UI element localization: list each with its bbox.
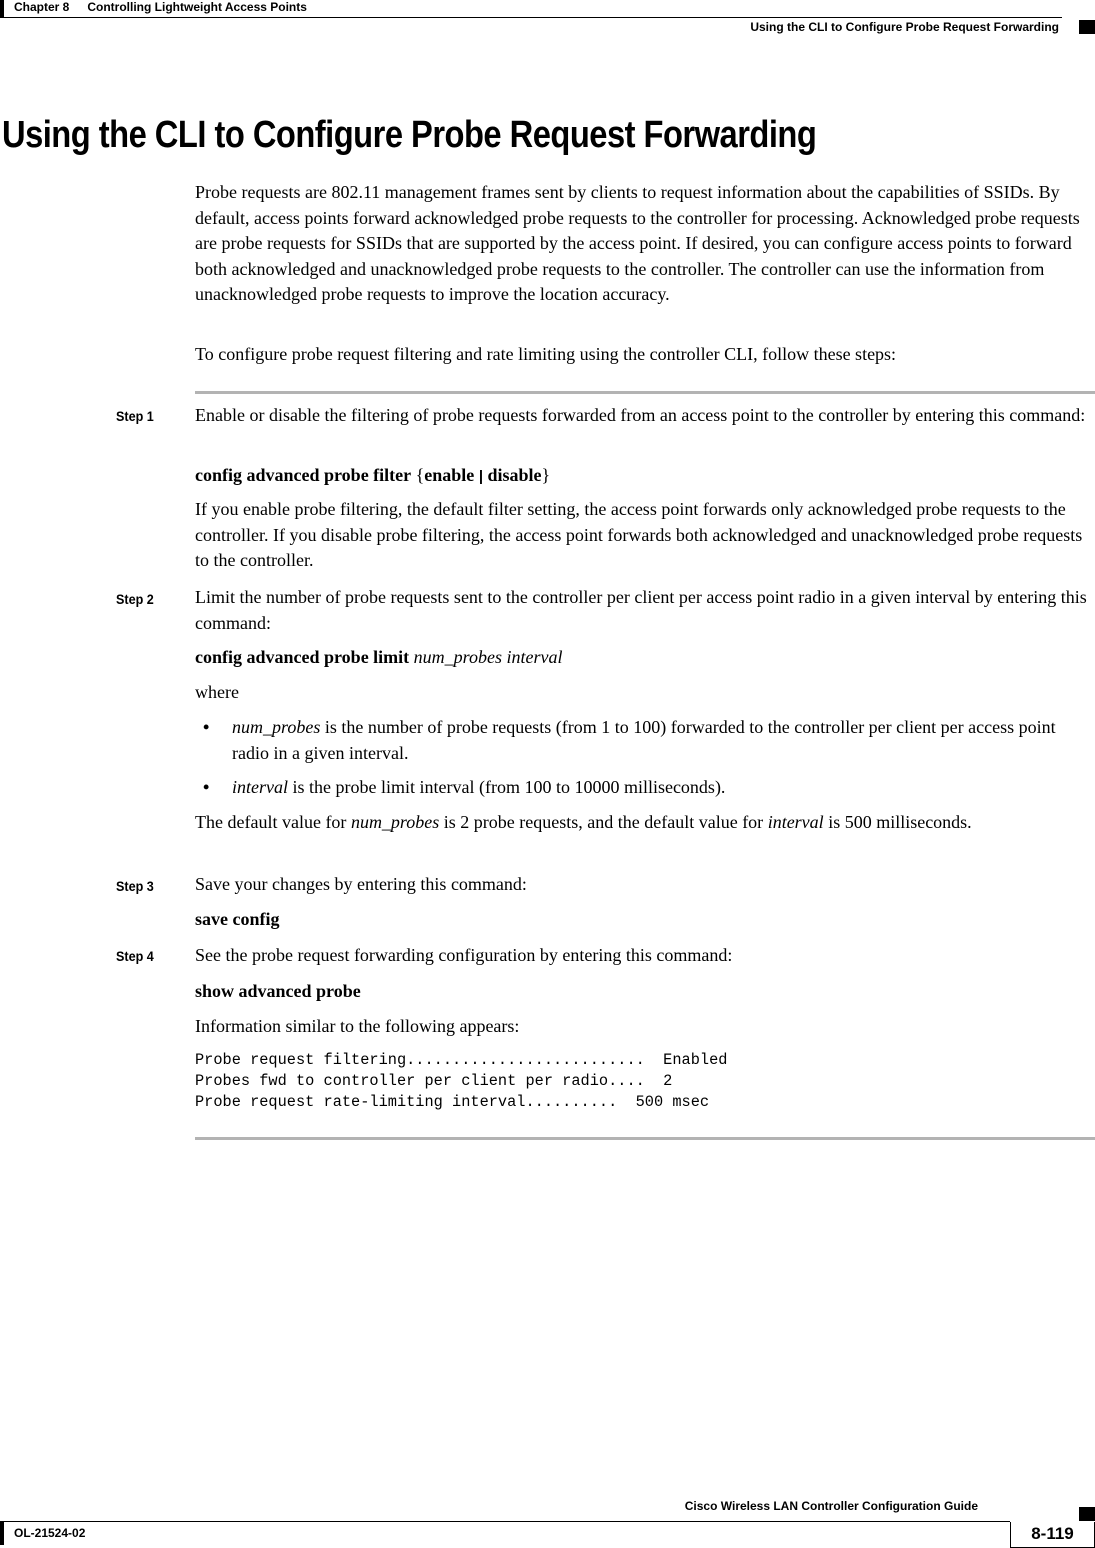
intro-paragraph: Probe requests are 802.11 management frames sent by clients to request information about the capabilities of SSIDs. By default, access points forward acknowledged probe requests to the controller for processing. Acknowledged probe requests are probe requests for SSIDs that are supported by the access point. If desired, you can configure access points to forward both acknowledged and unacknowledged probe requests to the controller. The controller can use the information from unacknowledged probe requests to improve the location accuracy.	[195, 182, 1080, 304]
bullet-num-probes: num_probes is the number of probe requests (from 1 to 100) forwarded to the controller per client per access point radio in a given interval.	[232, 717, 1056, 763]
step-2-text: Limit the number of probe requests sent to the controller per client per access point radio in a given interval by entering this command:	[195, 587, 1087, 633]
footer-square-marker	[1079, 1507, 1095, 1521]
step-2-default-note: The default value for num_probes is 2 probe requests, and the default value for interval is 500 milliseconds.	[195, 812, 972, 832]
step-2-command	[195, 645, 1093, 671]
command-keyword: config advanced probe limit	[195, 647, 410, 667]
command-keyword: save config	[195, 909, 280, 929]
bullet-interval: interval is the probe limit interval (from 100 to 10000 milliseconds).	[232, 777, 726, 797]
cli-line: Probe request filtering.......................... Enabled	[195, 1051, 728, 1069]
step-1-text: Enable or disable the filtering of probe requests forwarded from an access point to the controller by entering this command:	[195, 405, 1086, 425]
header-chapter	[14, 0, 307, 14]
steps-bottom-rule	[195, 1137, 1095, 1140]
command-keyword: config advanced probe filter	[195, 465, 412, 485]
footer-page-number: 8-119	[1010, 1522, 1095, 1548]
step-4-text: See the probe request forwarding configuration by entering this command:	[195, 945, 733, 965]
footer-guide-title: Cisco Wireless LAN Controller Configuration Guide	[684, 1499, 978, 1513]
intro-steps-lead: To configure probe request filtering and rate limiting using the controller CLI, follow these steps:	[195, 344, 897, 364]
chapter-title: Controlling Lightweight Access Points	[87, 0, 307, 14]
steps-top-rule	[195, 391, 1095, 394]
step-1-command: config advanced probe filter {enable | disable}	[195, 465, 551, 485]
header-rule	[0, 17, 1062, 18]
cli-output	[195, 1050, 727, 1113]
command-keyword: show advanced probe	[195, 981, 361, 1001]
bullet-dot: •	[203, 777, 210, 797]
step-4-label: Step 4	[116, 948, 154, 964]
cli-line: Probes fwd to controller per client per radio.... 2	[195, 1072, 673, 1090]
header-square-marker	[1079, 20, 1095, 34]
chapter-label: Chapter 8	[14, 0, 70, 14]
step-1-label: Step 1	[116, 408, 154, 424]
footer-rule	[0, 1521, 1010, 1522]
footer-left-bar	[0, 1522, 4, 1545]
header-left-bar	[0, 0, 4, 17]
step-2-label: Step 2	[116, 591, 154, 607]
step-4-note: Information similar to the following appears:	[195, 1016, 520, 1036]
step-3-text: Save your changes by entering this command:	[195, 874, 527, 894]
bullet-dot: •	[203, 717, 210, 737]
step-2-where: where	[195, 682, 239, 702]
header-section-title: Using the CLI to Configure Probe Request Forwarding	[750, 20, 1059, 34]
command-args: num_probes interval	[413, 647, 563, 667]
step-4-command	[195, 979, 1093, 1005]
page-title: Using the CLI to Configure Probe Request Forwarding	[2, 114, 817, 156]
cli-line: Probe request rate-limiting interval.......... 500 msec	[195, 1093, 710, 1111]
footer-doc-number: OL-21524-02	[14, 1526, 86, 1540]
step-3-label: Step 3	[116, 878, 154, 894]
step-1-note: If you enable probe filtering, the default filter setting, the access point forwards only acknowledged probe requests to the controller. If you disable probe filtering, the access point forwards both acknowledged and unacknowledged probe requests to the controller.	[195, 499, 1083, 570]
step-3-command	[195, 907, 1093, 933]
